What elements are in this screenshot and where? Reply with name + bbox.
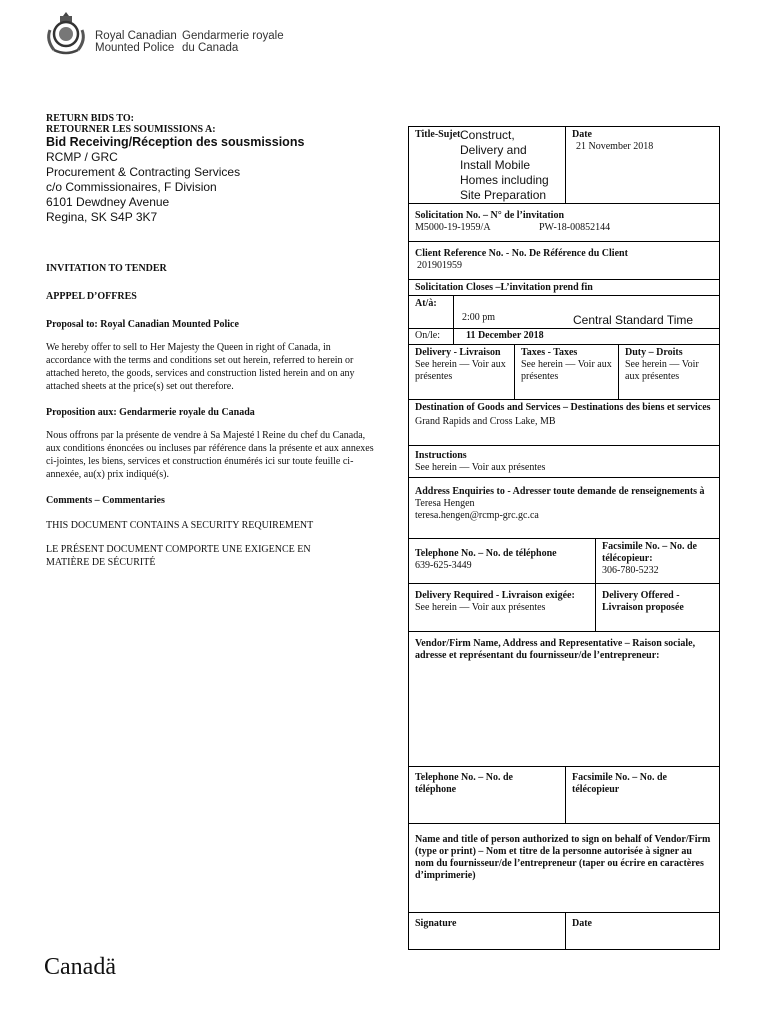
address-title: Bid Receiving/Réception des sousmissions [46, 135, 305, 149]
invitation-to-tender: INVITATION TO TENDER [46, 263, 167, 274]
destination-value: Grand Rapids and Cross Lake, MB [415, 416, 556, 427]
timezone: Central Standard Time [573, 313, 694, 327]
address-line: RCMP / GRC [46, 150, 118, 164]
address-line: c/o Commissionaires, F Division [46, 180, 217, 194]
vendor-fax-label: Facsimile No. – No. de télécopieur [572, 772, 667, 795]
phone-value: 639-625-3449 [415, 560, 472, 571]
duty-value: See herein — Voir aux présentes [625, 359, 699, 382]
contact-name: Teresa Hengen [415, 498, 475, 509]
signature-date-label: Date [572, 918, 592, 929]
client-ref-label: Client Reference No. - No. De Référence du Client [415, 248, 628, 259]
offer-text-en: We hereby offer to sell to Her Majesty the Queen in right of Canada, in accordance with the terms and conditions set out herein, referred to herein or attached hereto, the goods, services and construction listed herein and on any attached sheets at the price(s) set out therefore. [46, 342, 355, 392]
instructions-row [409, 446, 719, 478]
authorized-person-row[interactable] [409, 824, 719, 913]
pw-number: PW-18-00852144 [539, 222, 611, 233]
proposal-to: Proposal to: Royal Canadian Mounted Police [46, 319, 239, 330]
delivery-value: See herein — Voir aux présentes [415, 359, 506, 382]
delivery-taxes-duty-row [409, 345, 719, 400]
tender-form [408, 126, 720, 950]
client-ref-row [409, 242, 719, 280]
signature-label: Signature [415, 918, 457, 929]
phone-fax-row [409, 539, 719, 584]
closes-label: Solicitation Closes –L’invitation prend fin [415, 282, 593, 293]
address-line: Procurement & Contracting Services [46, 165, 241, 179]
agency-name-fr: Gendarmerie royale du Canada [182, 30, 284, 54]
address-line: Regina, SK S4P 3K7 [46, 210, 158, 224]
solicitation-row [409, 204, 719, 242]
return-bids-fr: RETOURNER LES SOUMISSIONS A: [46, 124, 216, 135]
enquiries-row [409, 478, 719, 539]
address-line: 6101 Dewdney Avenue [46, 195, 170, 209]
on-label: On/le: [415, 330, 440, 341]
phone-label: Telephone No. – No. de téléphone [415, 548, 557, 559]
closes-at-row [409, 295, 719, 329]
delivery-required-label: Delivery Required - Livraison exigée: [415, 590, 575, 601]
solicitation-number: M5000-19-1959/A [415, 222, 491, 233]
contact-email[interactable]: teresa.hengen@rcmp-grc.gc.ca [415, 510, 539, 521]
left-column [46, 113, 376, 569]
security-requirement-fr: LE PRÉSENT DOCUMENT COMPORTE UNE EXIGENCE EN MATIÈRE DE SÉCURITÉ [46, 544, 311, 568]
instructions-label: Instructions [415, 450, 467, 461]
closing-date: 11 December 2018 [466, 330, 544, 341]
closes-on-row [409, 329, 719, 345]
authorized-person-label: Name and title of person authorized to sign on behalf of Vendor/Firm (type or print) – Nom et titre de la personne autorisée à signer au nom du fournisseur/de l’entrepreneur (taper ou écrire en caractères d’imprimerie) [415, 834, 711, 881]
title-row [409, 127, 719, 204]
vendor-label: Vendor/Firm Name, Address and Representative – Raison sociale, adresse et représentant du fournisseur/de l’entrepreneur: [415, 638, 696, 661]
taxes-label: Taxes - Taxes [521, 347, 578, 358]
fax-label: Facsimile No. – No. de télécopieur: [602, 541, 697, 564]
vendor-phone-fax-row[interactable] [409, 767, 719, 824]
comments-label: Comments – Commentaries [46, 495, 165, 506]
date-value: 21 November 2018 [576, 141, 654, 152]
duty-label: Duty – Droits [625, 347, 683, 358]
proposition-aux: Proposition aux: Gendarmerie royale du Canada [46, 407, 255, 418]
agency-name-en: Royal Canadian Mounted Police [95, 30, 177, 54]
return-bids-en: RETURN BIDS TO: [46, 113, 134, 124]
solicitation-label: Solicitation No. – N° de l’invitation [415, 210, 565, 221]
canada-wordmark: Canadä [44, 954, 116, 980]
vendor-phone-label: Telephone No. – No. de téléphone [415, 772, 513, 795]
security-requirement-en: THIS DOCUMENT CONTAINS A SECURITY REQUIREMENT [46, 520, 314, 531]
fax-value: 306-780-5232 [602, 565, 659, 576]
destination-row [409, 400, 719, 446]
title-value: Construct, Delivery and Install Mobile Homes including Site Preparation [460, 128, 549, 202]
client-ref-value: 201901959 [417, 260, 462, 271]
signature-row[interactable] [409, 913, 719, 949]
appel-doffres: APPPEL D’OFFRES [46, 291, 137, 302]
delivery-offered-label: Delivery Offered - Livraison proposée [602, 590, 684, 613]
rcmp-crest-icon [44, 10, 88, 56]
delivery-required-row [409, 584, 719, 632]
closing-time: 2:00 pm [462, 312, 496, 323]
offer-text-fr: Nous offrons par la présente de vendre à Sa Majesté l Reine du chef du Canada, aux conditions énoncées ou incluses par référence dans la présente et aux annexes ci-jointes, les biens, services et construction énumérés ici sur toute feuille ci-annexée, au(x) prix indiqué(s). [46, 430, 374, 480]
vendor-row[interactable] [409, 632, 719, 767]
delivery-required-value: See herein — Voir aux présentes [415, 602, 546, 613]
destination-label: Destination of Goods and Services – Destinations des biens et services [415, 402, 711, 413]
enquiries-label: Address Enquiries to - Adresser toute demande de renseignements à [415, 486, 705, 497]
at-label: At/à: [415, 298, 437, 309]
instructions-value: See herein — Voir aux présentes [415, 462, 546, 473]
taxes-value: See herein — Voir aux présentes [521, 359, 612, 382]
title-label: Title-Sujet [415, 129, 461, 140]
delivery-label: Delivery - Livraison [415, 347, 501, 358]
date-label: Date [572, 129, 592, 140]
